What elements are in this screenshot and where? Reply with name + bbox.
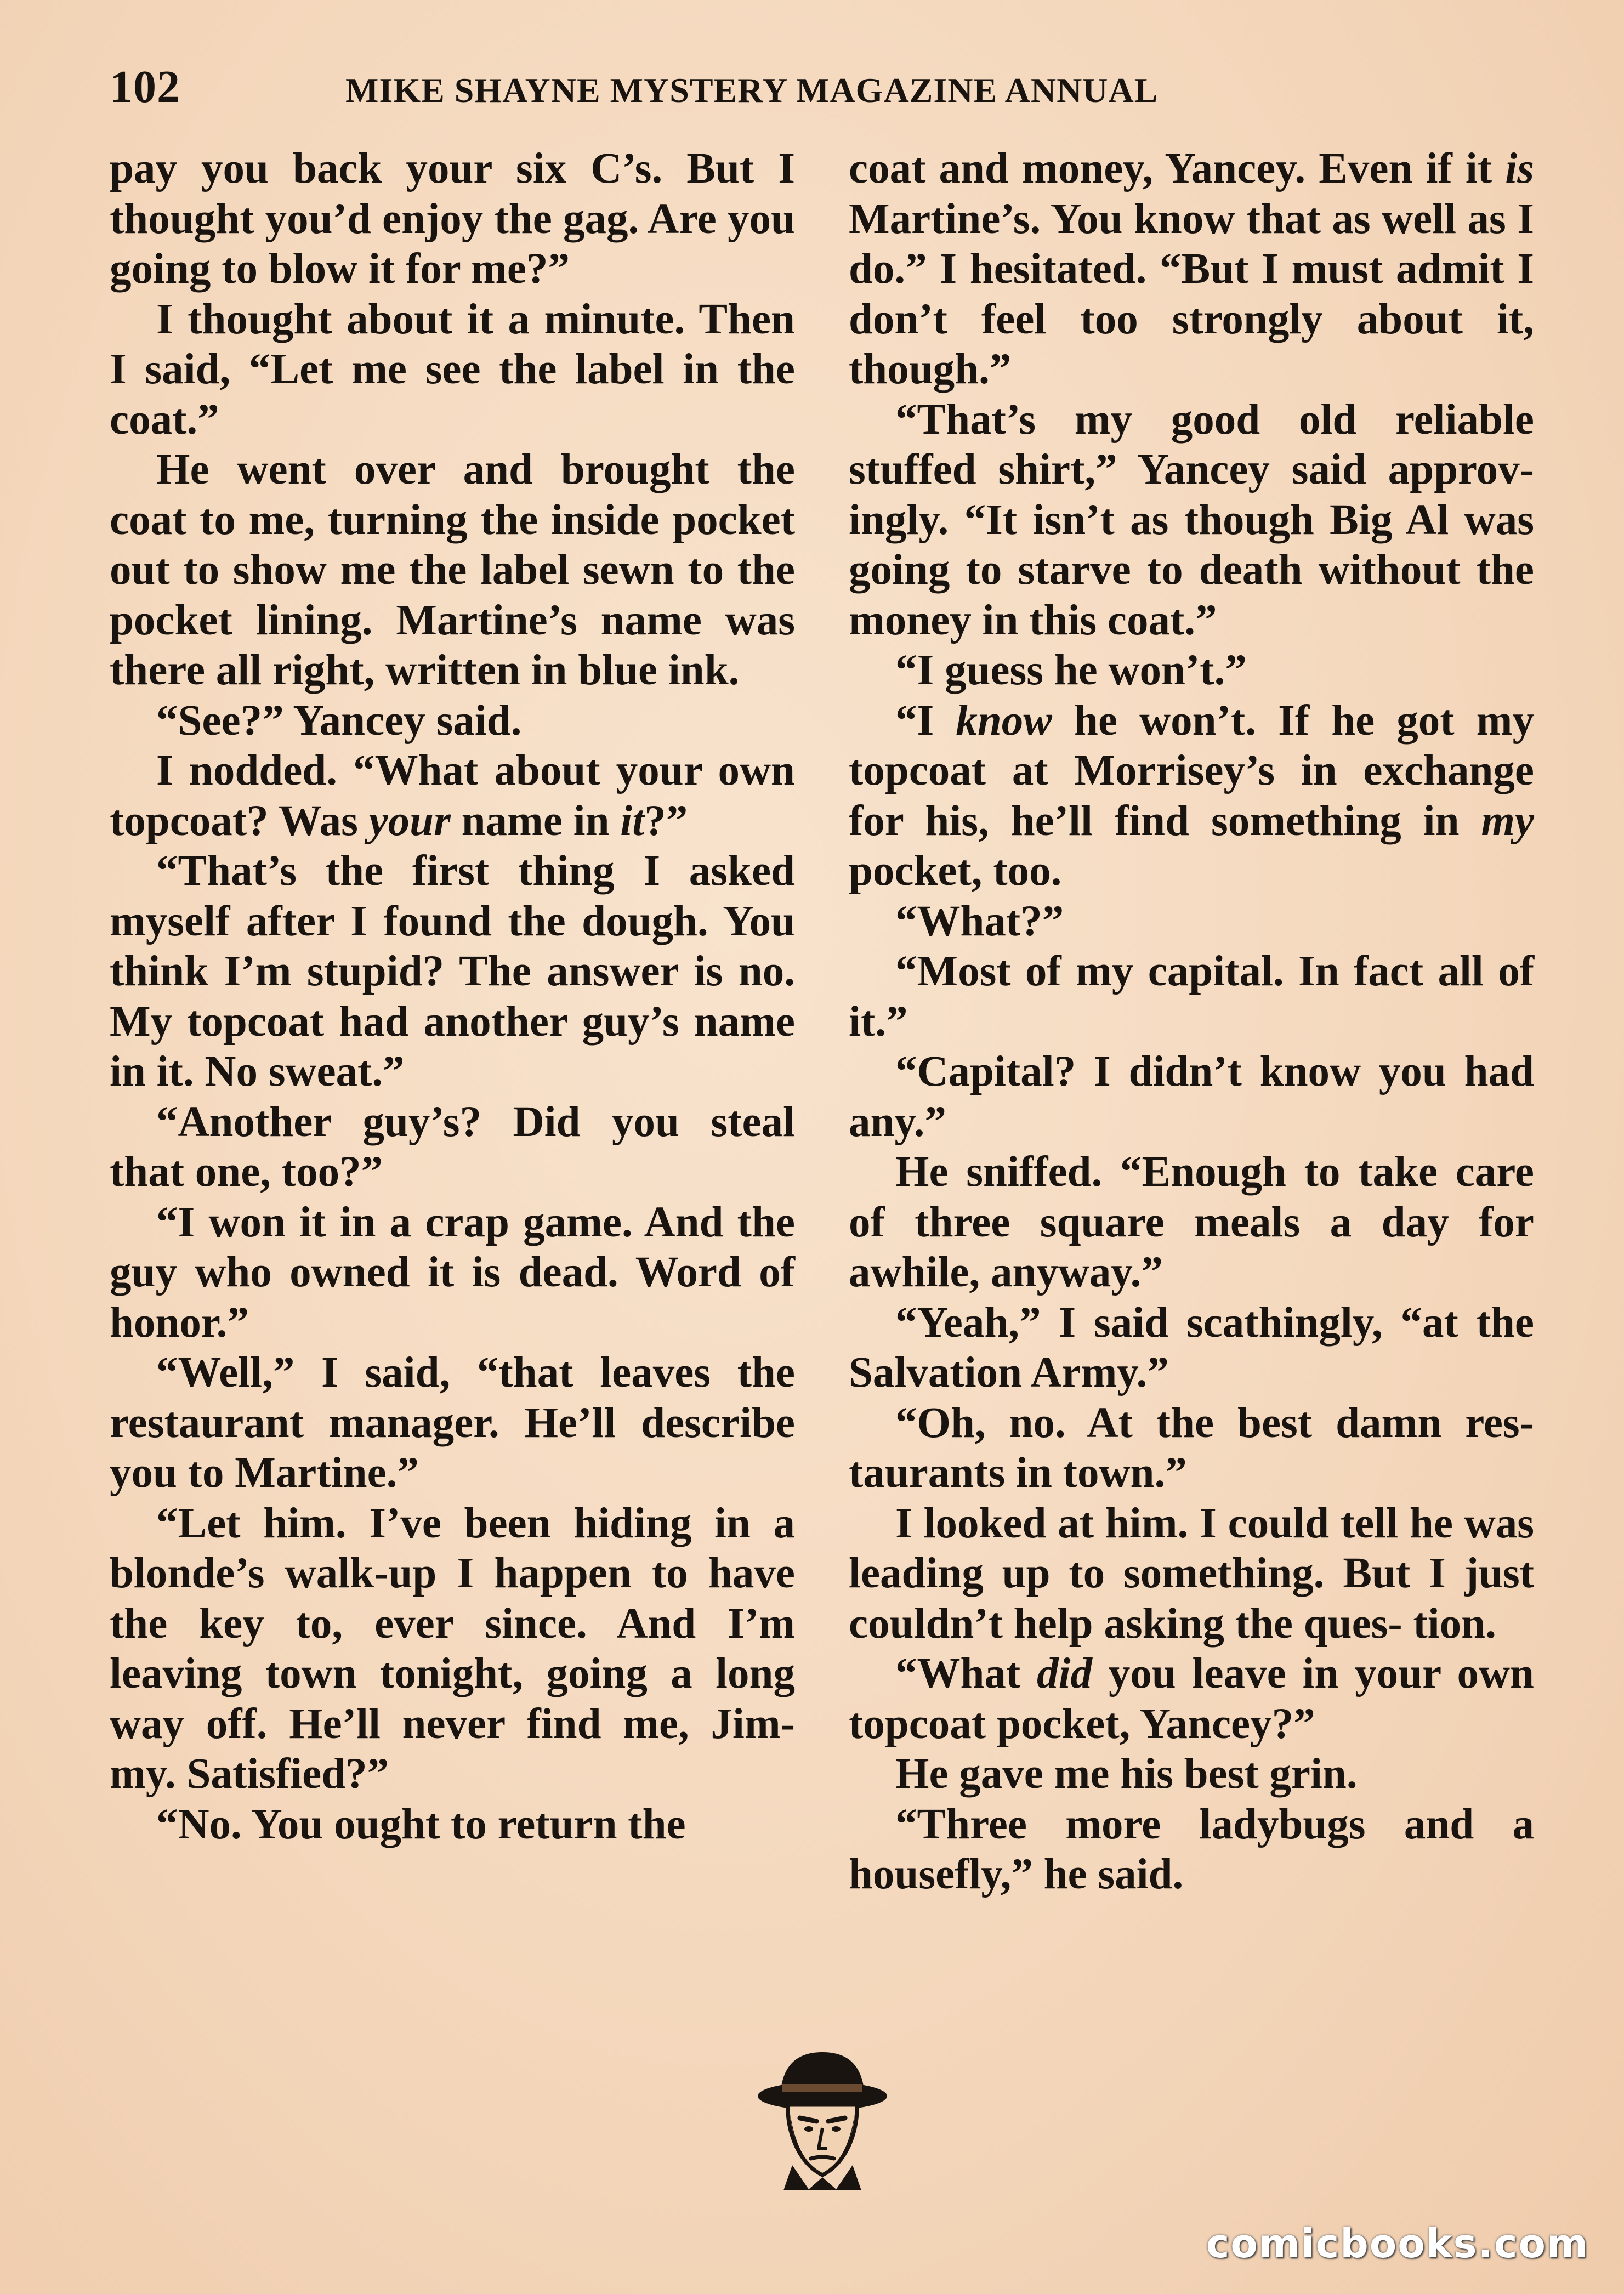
paragraph: “Let him. I’ve been hiding in a blonde’s walk-up I happen to have the key to, ever since. And I’m leaving town tonight, going a long way off. He’ll never find me, Jim- my. Satisfied?” bbox=[110, 1499, 795, 1798]
paragraph: I looked at him. I could tell he was leading up to something. But I just couldn’t help asking the ques- tion. bbox=[849, 1499, 1534, 1648]
paragraph: “See?” Yancey said. bbox=[156, 696, 522, 745]
paragraph: “Yeah,” I said scathingly, “at the Salvation Army.” bbox=[849, 1298, 1534, 1396]
paragraph: “That’s the first thing I asked myself after I found the dough. You think I’m stupid? The answer is no. My topcoat had another guy’s name in it. No sweat.” bbox=[110, 847, 795, 1095]
paragraph: “No. You ought to return the bbox=[156, 1800, 686, 1848]
paragraph: “I won it in a crap game. And the guy who owned it is dead. Word of honor.” bbox=[110, 1198, 795, 1347]
paragraph: He gave me his best grin. bbox=[895, 1750, 1358, 1798]
paragraph: He went over and brought the coat to me, turning the inside pocket out to show me the label sewn to the pocket lining. Martine’s name was there all right, written in blue ink. bbox=[110, 446, 795, 694]
paragraph: “I know he won’t. If he got my topcoat at Morrisey’s in exchange for his, he’ll find something in my pocket, too. bbox=[849, 696, 1534, 895]
paragraph: He sniffed. “Enough to take care of three square meals a day for awhile, anyway.” bbox=[849, 1148, 1534, 1296]
page-header bbox=[110, 60, 1316, 121]
detective-head-icon bbox=[754, 2048, 891, 2190]
paragraph: coat and money, Yancey. Even if it is Martine’s. You know that as well as I do.” I hesitated. “But I must admit I don’t feel too strongly about it, though.” bbox=[849, 145, 1534, 393]
running-head: MIKE SHAYNE MYSTERY MAGAZINE ANNUAL bbox=[345, 71, 1159, 110]
left-text-column bbox=[110, 144, 795, 1849]
paragraph: “Three more ladybugs and a housefly,” he said. bbox=[849, 1800, 1534, 1898]
paragraph: “That’s my good old reliable stuffed shirt,” Yancey said approv- ingly. “It isn’t as though Big Al was going to starve to death without the money in this coat.” bbox=[849, 395, 1534, 644]
paragraph: “Oh, no. At the best damn res- taurants in town.” bbox=[849, 1399, 1534, 1497]
paragraph: I nodded. “What about your own topcoat? Was your name in it?” bbox=[110, 747, 795, 845]
paragraph: “Another guy’s? Did you steal that one, too?” bbox=[110, 1098, 795, 1196]
paragraph: pay you back your six C’s. But I thought you’d enjoy the gag. Are you going to blow it for me?” bbox=[110, 145, 795, 293]
paragraph: “Most of my capital. In fact all of it.” bbox=[849, 947, 1534, 1046]
right-text-column bbox=[849, 144, 1534, 1900]
paragraph: I thought about it a minute. Then I said, “Let me see the label in the coat.” bbox=[110, 295, 795, 444]
paragraph: “I guess he won’t.” bbox=[895, 646, 1247, 694]
paragraph: “What did you leave in your own topcoat pocket, Yancey?” bbox=[849, 1650, 1534, 1748]
paragraph: “Capital? I didn’t know you had any.” bbox=[849, 1048, 1534, 1146]
paragraph: “What?” bbox=[895, 897, 1064, 945]
paragraph: “Well,” I said, “that leaves the restaurant manager. He’ll describe you to Martine.” bbox=[110, 1349, 795, 1497]
page-number: 102 bbox=[110, 61, 180, 112]
watermark: comicbooks.com bbox=[1206, 2221, 1589, 2267]
